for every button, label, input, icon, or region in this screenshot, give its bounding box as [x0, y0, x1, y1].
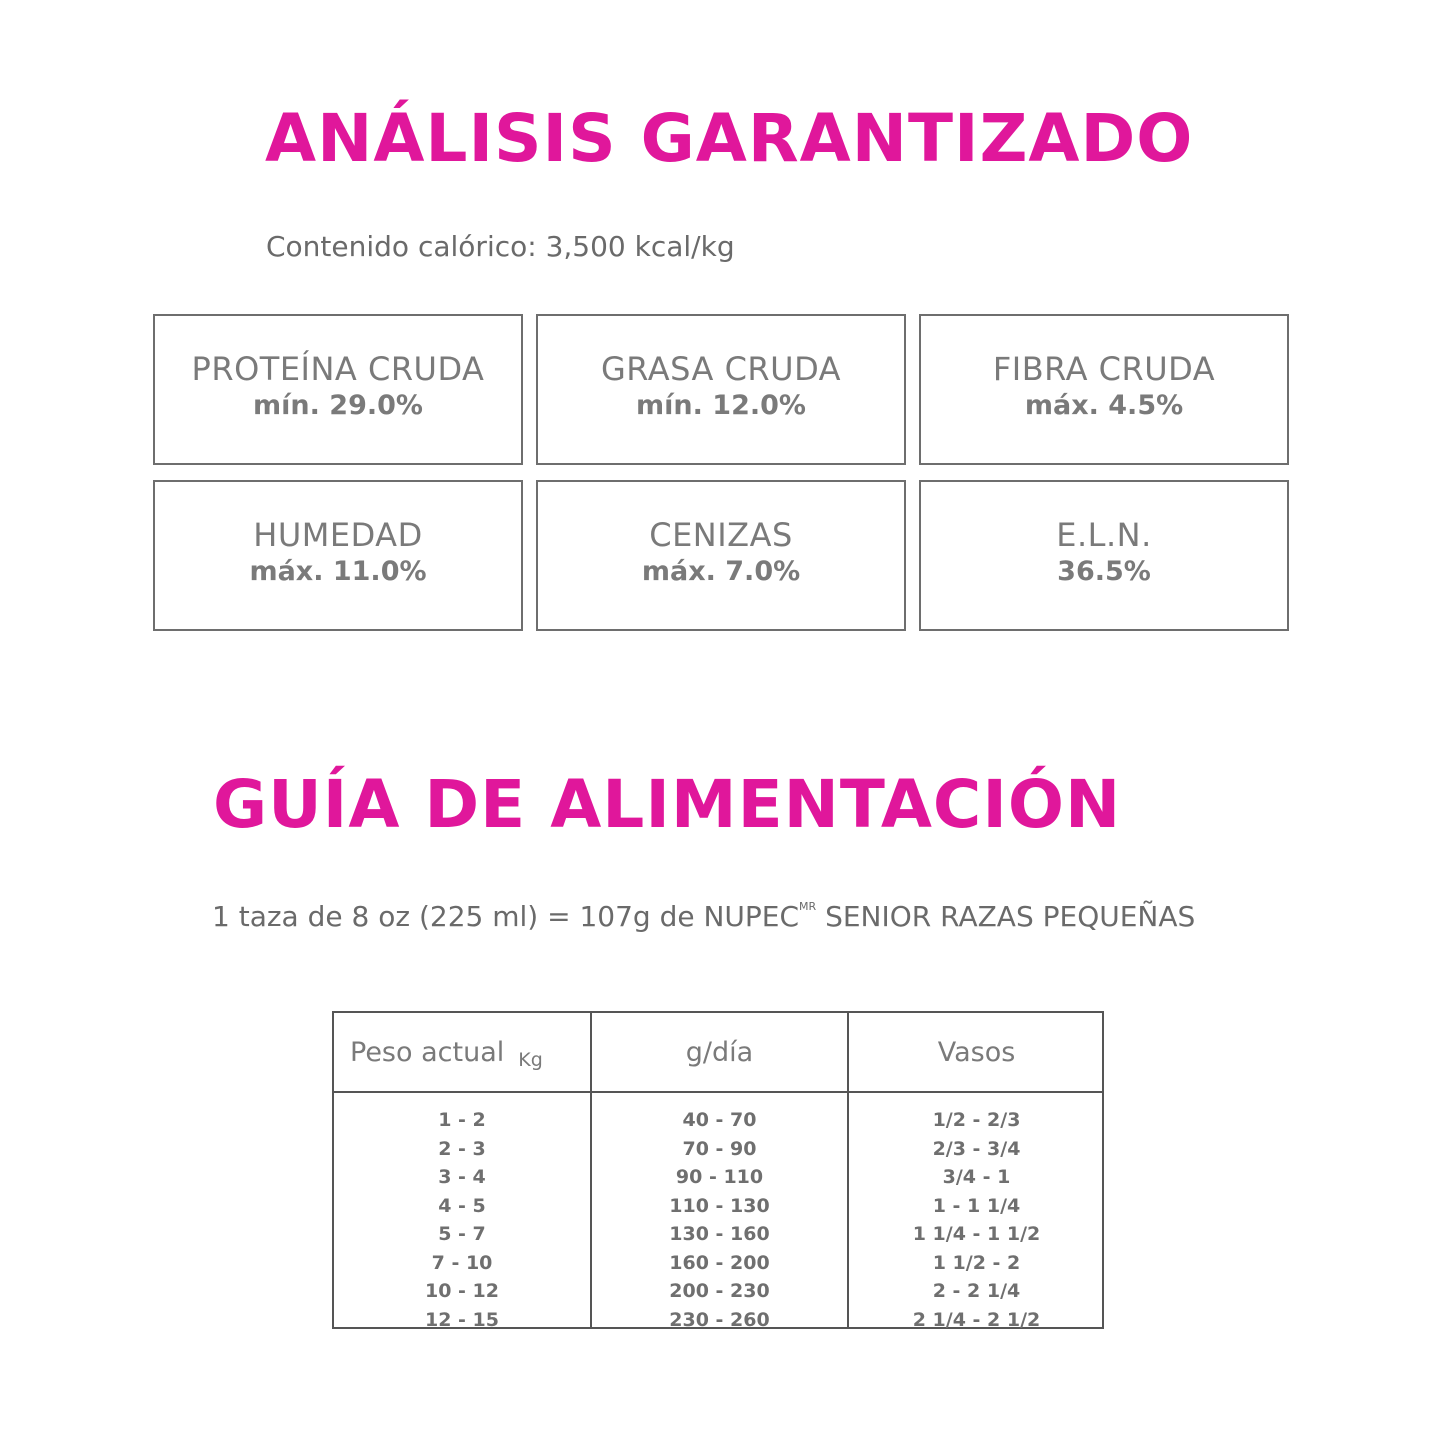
- weight-cell: 3 - 4: [438, 1166, 486, 1188]
- weight-cell: 1 - 2: [438, 1109, 486, 1131]
- weight-cell: 7 - 10: [431, 1251, 493, 1274]
- cups-cell: 3/4 - 1: [942, 1166, 1011, 1188]
- cups-column: [849, 1106, 1104, 1334]
- grams-column: [592, 1106, 847, 1334]
- analysis-label: FIBRA CRUDA: [992, 349, 1216, 388]
- analysis-cell-ash: [536, 480, 906, 631]
- grams-cell: 130 - 160: [669, 1223, 770, 1245]
- feeding-table: [332, 1011, 1104, 1329]
- header-weight-label: Peso actual: [350, 1036, 505, 1068]
- analysis-title: ANÁLISIS GARANTIZADO: [265, 100, 1194, 177]
- header-weight-unit: Kg: [518, 1049, 543, 1071]
- cups-cell: 2/3 - 3/4: [932, 1137, 1021, 1160]
- weights-column: [334, 1106, 590, 1334]
- header-weight: [334, 1013, 590, 1091]
- weight-cell: 10 - 12: [425, 1280, 499, 1302]
- grams-cell: 230 - 260: [669, 1308, 770, 1331]
- analysis-label: PROTEÍNA CRUDA: [191, 349, 485, 388]
- grams-cell: 90 - 110: [675, 1166, 764, 1188]
- analysis-value: mín. 29.0%: [253, 390, 423, 422]
- cups-cell: 2 - 2 1/4: [932, 1280, 1021, 1302]
- analysis-value: máx. 11.0%: [249, 556, 427, 588]
- grams-cell: 70 - 90: [682, 1137, 757, 1160]
- feeding-title: GUÍA DE ALIMENTACIÓN: [213, 766, 1122, 843]
- analysis-value: mín. 12.0%: [636, 390, 806, 422]
- analysis-value: máx. 4.5%: [1024, 390, 1184, 422]
- grams-cell: 110 - 130: [669, 1194, 770, 1217]
- grams-cell: 200 - 230: [669, 1280, 770, 1302]
- weight-cell: 12 - 15: [425, 1308, 499, 1331]
- cups-cell: 1/2 - 2/3: [932, 1109, 1021, 1131]
- analysis-cell-fiber: [919, 314, 1289, 465]
- serving-prefix: 1 taza de 8 oz (225 ml) = 107g de NUPEC: [212, 900, 800, 933]
- analysis-label: E.L.N.: [1056, 515, 1152, 554]
- serving-suffix: SENIOR RAZAS PEQUEÑAS: [816, 900, 1196, 933]
- serving-size: [212, 900, 1196, 933]
- analysis-label: HUMEDAD: [253, 515, 423, 554]
- analysis-value: 36.5%: [1057, 556, 1151, 588]
- analysis-label: CENIZAS: [649, 515, 793, 554]
- cups-cell: 1 1/2 - 2: [932, 1251, 1021, 1274]
- cups-cell: 1 - 1 1/4: [932, 1194, 1021, 1217]
- cups-cell: 2 1/4 - 2 1/2: [912, 1308, 1041, 1331]
- analysis-cell-fat: [536, 314, 906, 465]
- grams-cell: 160 - 200: [669, 1251, 770, 1274]
- analysis-grid: [153, 314, 1288, 631]
- weight-cell: 4 - 5: [438, 1194, 486, 1217]
- analysis-cell-moisture: [153, 480, 523, 631]
- weight-cell: 5 - 7: [438, 1223, 486, 1245]
- analysis-cell-protein: [153, 314, 523, 465]
- trademark-mark: MR: [799, 900, 817, 913]
- caloric-content: Contenido calórico: 3,500 kcal/kg: [266, 230, 735, 263]
- weight-cell: 2 - 3: [438, 1137, 486, 1160]
- header-grams: g/día: [685, 1036, 754, 1068]
- analysis-value: máx. 7.0%: [641, 556, 801, 588]
- header-cups: Vasos: [937, 1036, 1016, 1068]
- grams-cell: 40 - 70: [682, 1109, 757, 1131]
- analysis-cell-eln: [919, 480, 1289, 631]
- cups-cell: 1 1/4 - 1 1/2: [912, 1223, 1041, 1245]
- analysis-label: GRASA CRUDA: [600, 349, 842, 388]
